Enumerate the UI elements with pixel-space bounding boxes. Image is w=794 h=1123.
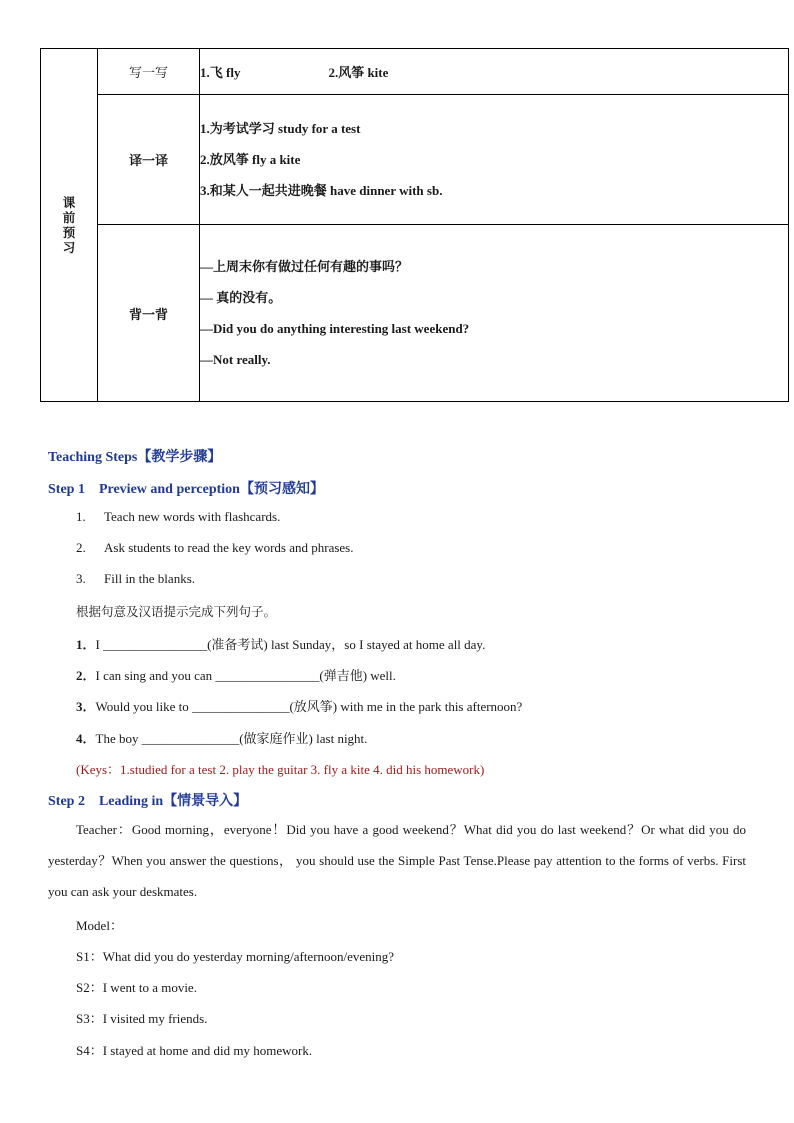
side-label: 课前预习 — [62, 194, 76, 255]
sentence-text: Would you like to _______________(放风筝) with me in the park this afternoon? — [95, 699, 523, 714]
fill-sentence — [76, 634, 485, 653]
item-text: Ask students to read the key words and phrases. — [104, 540, 354, 555]
step1-item — [76, 571, 195, 587]
step1-item — [76, 540, 353, 556]
item-text: Teach new words with flashcards. — [104, 509, 281, 524]
recite-line-3: —Did you do anything interesting last weekend? — [200, 321, 470, 336]
teacher-paragraph: Teacher：Good morning，everyone！Did you have a good weekend？What did you do last weekend？Or what did you do yesterday？When you answer the questions， you should use the Simple Past Tense.Please pay attention to the forms of verbs. First you can ask your deskmates. — [48, 822, 746, 899]
step1-heading: Step 1 Preview and perception【预习感知】 — [48, 482, 324, 497]
dialog-line: S2：I went to a movie. — [76, 980, 197, 995]
recite-line-2: — 真的没有。 — [200, 290, 282, 305]
teaching-steps-heading: Teaching Steps【教学步骤】 — [48, 450, 222, 465]
item-number: 3. — [76, 571, 86, 586]
step1-item — [76, 509, 280, 525]
fill-sentence — [76, 696, 522, 715]
translate-content — [200, 95, 789, 225]
dialog-line: S1：What did you do yesterday morning/afternoon/evening? — [76, 949, 395, 964]
row-label-recite: 背一背 — [98, 225, 200, 402]
sentence-text: I can sing and you can ________________(弹吉他) well. — [95, 668, 396, 683]
sentence-number: 3． — [76, 699, 96, 714]
recite-content — [200, 225, 789, 402]
row-label-write: 写一写 — [98, 49, 200, 95]
sentence-number: 1． — [76, 637, 96, 652]
write-content — [200, 49, 789, 95]
fill-sentence — [76, 665, 396, 684]
sentence-number: 4． — [76, 731, 96, 746]
translate-item-3: 3.和某人一起共进晚餐 have dinner with sb. — [200, 183, 443, 198]
recite-line-4: —Not really. — [200, 352, 271, 367]
step2-heading: Step 2 Leading in【情景导入】 — [48, 794, 248, 809]
write-item-2: 2.风筝 kite — [328, 65, 389, 80]
answer-keys: (Keys：1.studied for a test 2. play the guitar 3. fly a kite 4. did his homework) — [76, 762, 485, 777]
translate-item-2: 2.放风筝 fly a kite — [200, 152, 301, 167]
side-label-cell — [41, 49, 98, 402]
sentence-text: I ________________(准备考试) last Sunday，so I stayed at home all day. — [95, 637, 486, 652]
dialog-line: S3：I visited my friends. — [76, 1011, 208, 1026]
preview-table — [40, 48, 789, 402]
fill-sentence — [76, 728, 367, 747]
item-text: Fill in the blanks. — [104, 571, 195, 586]
model-label: Model： — [76, 918, 123, 933]
table-row — [41, 49, 789, 95]
row-label-translate: 译一译 — [98, 95, 200, 225]
write-item-1: 1.飞 fly — [200, 65, 241, 80]
dialog-line: S4：I stayed at home and did my homework. — [76, 1043, 313, 1058]
fill-instruction: 根据句意及汉语提示完成下列句子。 — [76, 604, 277, 619]
table-row — [41, 225, 789, 402]
item-number: 2. — [76, 540, 86, 555]
sentence-text: The boy _______________(做家庭作业) last night. — [95, 731, 368, 746]
translate-item-1: 1.为考试学习 study for a test — [200, 121, 361, 136]
item-number: 1. — [76, 509, 86, 524]
recite-line-1: —上周末你有做过任何有趣的事吗？ — [200, 259, 409, 274]
table-row — [41, 95, 789, 225]
sentence-number: 2． — [76, 668, 96, 683]
